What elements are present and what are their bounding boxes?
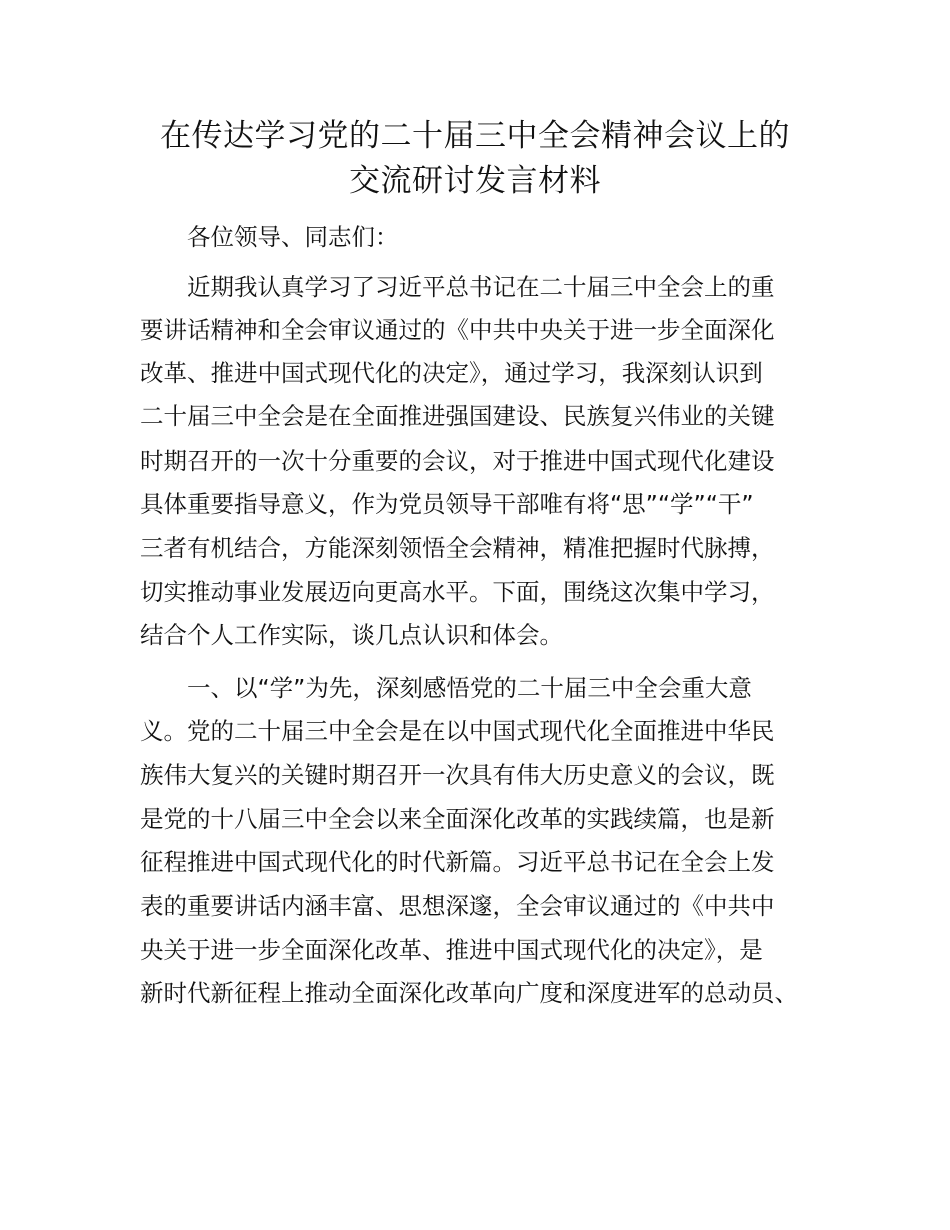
paragraph-1-line-3: 改革、推进中国式现代化的决定》，通过学习，我深刻认识到	[140, 359, 763, 387]
paragraph-2-line-1: 一、以“学”为先，深刻感悟党的二十届三中全会重大意	[187, 674, 752, 702]
paragraph-2-line-3: 族伟大复兴的关键时期召开一次具有伟大历史意义的会议，既	[140, 761, 775, 789]
paragraph-2-line-6: 表的重要讲话内涵丰富、思想深邃，全会审议通过的《中共中	[140, 892, 775, 920]
salutation: 各位领导、同志们：	[187, 223, 399, 251]
paragraph-2-line-2: 义。党的二十届三中全会是在以中国式现代化全面推进中华民	[140, 717, 775, 745]
paragraph-2-line-5: 征程推进中国式现代化的时代新篇。习近平总书记在全会上发	[140, 848, 775, 876]
paragraph-2-line-7: 央关于进一步全面深化改革、推进中国式现代化的决定》，是	[140, 936, 763, 964]
paragraph-2-line-4: 是党的十八届三中全会以来全面深化改革的实践续篇，也是新	[140, 805, 775, 833]
paragraph-1-line-4: 二十届三中全会是在全面推进强国建设、民族复兴伟业的关键	[140, 402, 775, 430]
paragraph-2-line-8: 新时代新征程上推动全面深化改革向广度和深度进军的总动员、	[140, 979, 798, 1007]
paragraph-1-line-8: 切实推动事业发展迈向更高水平。下面，围绕这次集中学习，	[140, 578, 775, 606]
paragraph-1-line-5: 时期召开的一次十分重要的会议，对于推进中国式现代化建设	[140, 447, 775, 475]
paragraph-1-line-9: 结合个人工作实际，谈几点认识和体会。	[140, 621, 563, 649]
document-title-line-1: 在传达学习党的二十届三中全会精神会议上的	[160, 118, 790, 154]
paragraph-1-line-6: 具体重要指导意义，作为党员领导干部唯有将“思”“学”“干”	[140, 490, 754, 518]
paragraph-1-line-1: 近期我认真学习了习近平总书记在二十届三中全会上的重	[187, 273, 775, 301]
paragraph-1-line-7: 三者有机结合，方能深刻领悟全会精神，精准把握时代脉搏，	[140, 534, 775, 562]
document-title-line-2: 交流研讨发言材料	[349, 163, 601, 199]
paragraph-1-line-2: 要讲话精神和全会审议通过的《中共中央关于进一步全面深化	[140, 316, 775, 344]
